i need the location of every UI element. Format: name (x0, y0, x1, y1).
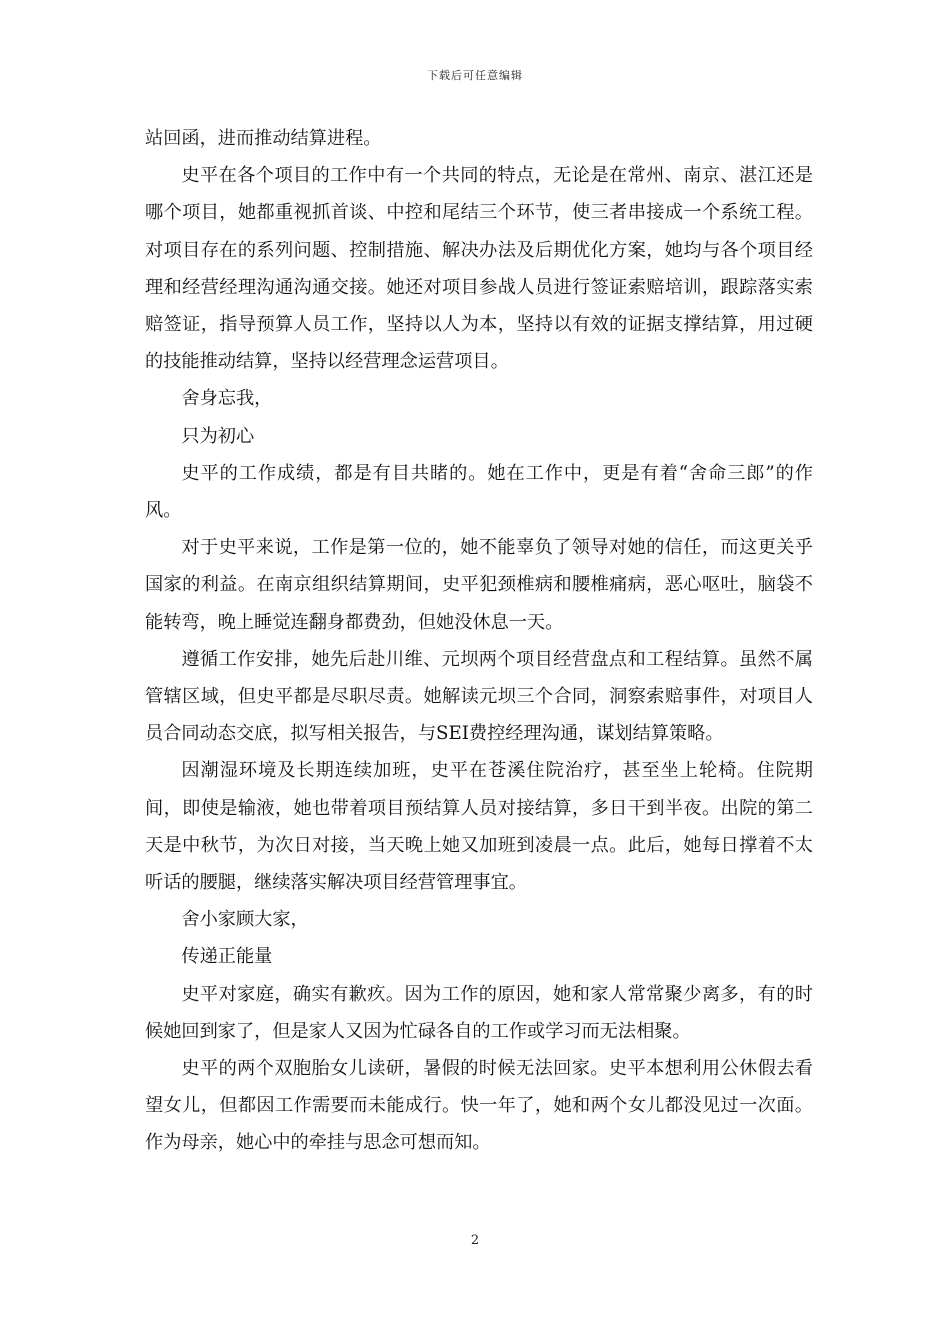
section-heading-line-1: 舍身忘我， (181, 388, 273, 410)
paragraph: 史平在各个项目的工作中有一个共同的特点，无论是在常州、南京、湛江还是哪个项目，她都重视抓首谈、中控和尾结三个环节，使三者串接成一个系统工程。对项目存在的系列问题、控制措施、解决办法及后期优化方案，她均与各个项目经理和经营经理沟通沟通交接。她还对项目参战人员进行签证索赔培训，跟踪落实索赔签证，指导预算人员工作，坚持以人为本，坚持以有效的证据支撑结算，用过硬的技能推动结算，坚持以经营理念运营项目。 (145, 165, 813, 373)
document-body (145, 120, 813, 1162)
page-header: 下载后可任意编辑 (427, 69, 523, 82)
paragraph: 对于史平来说，工作是第一位的，她不能辜负了领导对她的信任，而这更关乎国家的利益。在南京组织结算期间，史平犯颈椎病和腰椎痛病，恶心呕吐，脑袋不能转弯，晚上睡觉连翻身都费劲，但她没休息一天。 (145, 537, 813, 633)
page-number: 2 (470, 1233, 480, 1248)
section-heading-line-2: 只为初心 (181, 425, 255, 447)
paragraph: 史平的工作成绩，都是有目共睹的。她在工作中，更是有着“舍命三郎”的作风。 (145, 462, 813, 522)
paragraph: 遵循工作安排，她先后赴川维、元坝两个项目经营盘点和工程结算。虽然不属管辖区域，但史平都是尽职尽责。她解读元坝三个合同，洞察索赔事件，对项目人员合同动态交底，拟写相关报告，与SEI费控经理沟通，谋划结算策略。 (145, 648, 813, 745)
section-heading-line-1: 舍小家顾大家， (181, 909, 309, 931)
paragraph: 史平对家庭，确实有歉疚。因为工作的原因，她和家人常常聚少离多，有的时候她回到家了，但是家人又因为忙碌各自的工作或学习而无法相聚。 (145, 983, 813, 1042)
paragraph: 史平的两个双胞胎女儿读研，暑假的时候无法回家。史平本想利用公休假去看望女儿，但都因工作需要而未能成行。快一年了，她和两个女儿都没见过一次面。作为母亲，她心中的牵挂与思念可想而知。 (145, 1058, 813, 1154)
paragraph: 因潮湿环境及长期连续加班，史平在苍溪住院治疗，甚至坐上轮椅。住院期间，即使是输液，她也带着项目预结算人员对接结算，多日干到半夜。出院的第二天是中秋节，为次日对接，当天晚上她又加班到凌晨一点。此后，她每日撑着不太听话的腰腿，继续落实解决项目经营管理事宜。 (145, 760, 813, 894)
section-heading-line-2: 传递正能量 (181, 946, 273, 968)
paragraph-continuation: 站回函，进而推动结算进程。 (145, 128, 382, 149)
